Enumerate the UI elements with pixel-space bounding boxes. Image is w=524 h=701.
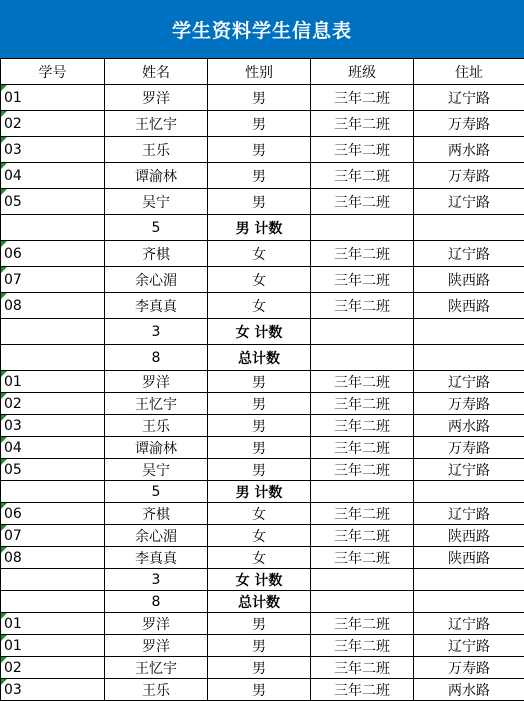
number-as-text-marker-icon <box>1 293 7 299</box>
cell-name[interactable]: 王忆宇 <box>105 657 208 679</box>
cell-class[interactable]: 三年二班 <box>311 163 414 189</box>
cell-class[interactable]: 三年二班 <box>311 547 414 569</box>
cell-name[interactable]: 李真真 <box>105 293 208 319</box>
cell-class[interactable] <box>311 215 414 241</box>
cell-gender[interactable]: 男 计数 <box>208 481 311 503</box>
cell-name[interactable]: 8 <box>105 345 208 371</box>
cell-id[interactable] <box>1 393 105 415</box>
cell-address[interactable] <box>414 345 524 371</box>
cell-name[interactable]: 李真真 <box>105 547 208 569</box>
cell-id[interactable] <box>1 189 105 215</box>
cell-id[interactable] <box>1 679 105 701</box>
number-as-text-marker-icon <box>1 657 7 663</box>
cell-gender[interactable]: 男 <box>208 657 311 679</box>
cell-id[interactable] <box>1 111 105 137</box>
cell-address[interactable]: 陕西路 <box>414 525 524 547</box>
cell-gender[interactable]: 女 <box>208 547 311 569</box>
cell-id[interactable] <box>1 345 105 371</box>
cell-gender[interactable]: 男 <box>208 635 311 657</box>
sheet-title[interactable]: 学生资料学生信息表 <box>0 0 524 58</box>
number-as-text-marker-icon <box>1 547 7 553</box>
cell-address[interactable] <box>414 319 524 345</box>
cell-gender[interactable]: 女 计数 <box>208 319 311 345</box>
cell-text: 03 <box>4 418 22 434</box>
cell-id[interactable] <box>1 459 105 481</box>
cell-gender[interactable]: 总计数 <box>208 591 311 613</box>
cell-text: 02 <box>4 116 22 132</box>
table-row <box>1 189 524 215</box>
cell-address[interactable]: 陕西路 <box>414 293 524 319</box>
cell-id[interactable] <box>1 569 105 591</box>
number-as-text-marker-icon <box>1 459 7 465</box>
cell-text: 08 <box>4 298 22 314</box>
cell-id[interactable] <box>1 241 105 267</box>
number-as-text-marker-icon <box>1 415 7 421</box>
cell-name[interactable]: 吴宁 <box>105 189 208 215</box>
header-cell-id[interactable]: 学号 <box>1 59 105 85</box>
cell-name[interactable]: 5 <box>105 481 208 503</box>
table-row <box>1 525 524 547</box>
cell-id[interactable] <box>1 547 105 569</box>
cell-address[interactable]: 两水路 <box>414 137 524 163</box>
cell-address[interactable]: 万寿路 <box>414 111 524 137</box>
cell-name[interactable]: 3 <box>105 569 208 591</box>
cell-gender[interactable]: 男 <box>208 437 311 459</box>
cell-address[interactable]: 辽宁路 <box>414 503 524 525</box>
number-as-text-marker-icon <box>1 393 7 399</box>
cell-class[interactable]: 三年二班 <box>311 525 414 547</box>
table-row <box>1 437 524 459</box>
number-as-text-marker-icon <box>1 679 7 685</box>
cell-gender[interactable]: 男 <box>208 85 311 111</box>
table-row <box>1 111 524 137</box>
cell-class[interactable]: 三年二班 <box>311 371 414 393</box>
cell-id[interactable] <box>1 215 105 241</box>
cell-name[interactable]: 齐棋 <box>105 503 208 525</box>
cell-id[interactable] <box>1 657 105 679</box>
cell-text: 06 <box>4 506 22 522</box>
cell-class[interactable]: 三年二班 <box>311 393 414 415</box>
cell-address[interactable]: 两水路 <box>414 679 524 701</box>
number-as-text-marker-icon <box>1 137 7 143</box>
cell-address[interactable]: 辽宁路 <box>414 85 524 111</box>
cell-gender[interactable]: 女 计数 <box>208 569 311 591</box>
cell-gender[interactable]: 男 <box>208 137 311 163</box>
cell-gender[interactable]: 女 <box>208 525 311 547</box>
cell-class[interactable]: 三年二班 <box>311 267 414 293</box>
cell-address[interactable]: 辽宁路 <box>414 459 524 481</box>
cell-class[interactable]: 三年二班 <box>311 459 414 481</box>
cell-name[interactable]: 5 <box>105 215 208 241</box>
number-as-text-marker-icon <box>1 503 7 509</box>
cell-text: 01 <box>4 638 22 654</box>
cell-text: 04 <box>4 168 22 184</box>
header-cell-class[interactable]: 班级 <box>311 59 414 85</box>
table-row <box>1 163 524 189</box>
cell-text: 07 <box>4 528 22 544</box>
number-as-text-marker-icon <box>1 635 7 641</box>
cell-address[interactable]: 辽宁路 <box>414 371 524 393</box>
cell-gender[interactable]: 女 <box>208 241 311 267</box>
cell-text: 01 <box>4 90 22 106</box>
cell-gender[interactable]: 男 <box>208 415 311 437</box>
cell-id[interactable] <box>1 293 105 319</box>
header-row <box>1 59 524 85</box>
cell-text: 02 <box>4 660 22 676</box>
table-row <box>1 137 524 163</box>
cell-name[interactable]: 王忆宇 <box>105 393 208 415</box>
summary-row <box>1 569 524 591</box>
summary-row <box>1 215 524 241</box>
header-cell-name[interactable]: 姓名 <box>105 59 208 85</box>
table-row <box>1 635 524 657</box>
cell-class[interactable] <box>311 481 414 503</box>
cell-text: 01 <box>4 616 22 632</box>
cell-class[interactable]: 三年二班 <box>311 437 414 459</box>
cell-class[interactable]: 三年二班 <box>311 657 414 679</box>
cell-name[interactable]: 齐棋 <box>105 241 208 267</box>
cell-name[interactable]: 罗洋 <box>105 635 208 657</box>
cell-name[interactable]: 罗洋 <box>105 85 208 111</box>
table-row <box>1 503 524 525</box>
cell-id[interactable] <box>1 319 105 345</box>
cell-gender[interactable]: 男 <box>208 679 311 701</box>
table-row <box>1 547 524 569</box>
table-row <box>1 293 524 319</box>
cell-id[interactable] <box>1 415 105 437</box>
cell-address[interactable]: 两水路 <box>414 415 524 437</box>
cell-class[interactable]: 三年二班 <box>311 503 414 525</box>
cell-gender[interactable]: 男 <box>208 111 311 137</box>
number-as-text-marker-icon <box>1 267 7 273</box>
table-row <box>1 371 524 393</box>
number-as-text-marker-icon <box>1 613 7 619</box>
cell-id[interactable] <box>1 437 105 459</box>
table-row <box>1 613 524 635</box>
cell-gender[interactable]: 男 <box>208 163 311 189</box>
cell-class[interactable] <box>311 345 414 371</box>
table-row <box>1 415 524 437</box>
cell-text: 05 <box>4 462 22 478</box>
cell-class[interactable]: 三年二班 <box>311 293 414 319</box>
cell-name[interactable]: 王乐 <box>105 137 208 163</box>
table-row <box>1 85 524 111</box>
cell-class[interactable] <box>311 569 414 591</box>
table-row <box>1 267 524 293</box>
cell-text: 03 <box>4 142 22 158</box>
number-as-text-marker-icon <box>1 163 7 169</box>
cell-address[interactable]: 万寿路 <box>414 437 524 459</box>
table-row <box>1 657 524 679</box>
cell-name[interactable]: 罗洋 <box>105 613 208 635</box>
header-cell-gender[interactable]: 性别 <box>208 59 311 85</box>
cell-name[interactable]: 8 <box>105 591 208 613</box>
number-as-text-marker-icon <box>1 111 7 117</box>
cell-address[interactable]: 辽宁路 <box>414 241 524 267</box>
summary-row <box>1 591 524 613</box>
cell-class[interactable]: 三年二班 <box>311 635 414 657</box>
cell-gender[interactable]: 男 <box>208 371 311 393</box>
number-as-text-marker-icon <box>1 371 7 377</box>
cell-text: 02 <box>4 396 22 412</box>
cell-class[interactable]: 三年二班 <box>311 415 414 437</box>
cell-gender[interactable]: 女 <box>208 293 311 319</box>
summary-row <box>1 345 524 371</box>
cell-gender[interactable]: 男 <box>208 189 311 215</box>
cell-text: 06 <box>4 246 22 262</box>
number-as-text-marker-icon <box>1 241 7 247</box>
cell-address[interactable] <box>414 591 524 613</box>
cell-text: 03 <box>4 682 22 698</box>
cell-class[interactable] <box>311 591 414 613</box>
cell-id[interactable] <box>1 613 105 635</box>
number-as-text-marker-icon <box>1 525 7 531</box>
cell-id[interactable] <box>1 525 105 547</box>
cell-gender[interactable]: 男 <box>208 459 311 481</box>
header-cell-address[interactable]: 住址 <box>414 59 524 85</box>
cell-class[interactable]: 三年二班 <box>311 613 414 635</box>
cell-text: 08 <box>4 550 22 566</box>
cell-address[interactable]: 万寿路 <box>414 163 524 189</box>
cell-address[interactable]: 万寿路 <box>414 657 524 679</box>
cell-text: 04 <box>4 440 22 456</box>
cell-address[interactable] <box>414 569 524 591</box>
cell-id[interactable] <box>1 371 105 393</box>
cell-id[interactable] <box>1 85 105 111</box>
cell-gender[interactable]: 男 <box>208 613 311 635</box>
cell-id[interactable] <box>1 163 105 189</box>
cell-id[interactable] <box>1 503 105 525</box>
cell-name[interactable]: 王忆宇 <box>105 111 208 137</box>
number-as-text-marker-icon <box>1 437 7 443</box>
cell-text: 01 <box>4 374 22 390</box>
cell-address[interactable] <box>414 215 524 241</box>
cell-address[interactable]: 辽宁路 <box>414 635 524 657</box>
cell-class[interactable]: 三年二班 <box>311 189 414 215</box>
cell-text: 05 <box>4 194 22 210</box>
cell-class[interactable]: 三年二班 <box>311 137 414 163</box>
cell-gender[interactable]: 女 <box>208 267 311 293</box>
cell-id[interactable] <box>1 481 105 503</box>
student-table <box>0 58 524 701</box>
cell-class[interactable]: 三年二班 <box>311 679 414 701</box>
table-row <box>1 459 524 481</box>
cell-gender[interactable]: 男 计数 <box>208 215 311 241</box>
cell-name[interactable]: 谭渝林 <box>105 437 208 459</box>
cell-gender[interactable]: 总计数 <box>208 345 311 371</box>
cell-name[interactable]: 3 <box>105 319 208 345</box>
cell-id[interactable] <box>1 267 105 293</box>
cell-name[interactable]: 罗洋 <box>105 371 208 393</box>
cell-id[interactable] <box>1 591 105 613</box>
cell-name[interactable]: 谭渝林 <box>105 163 208 189</box>
number-as-text-marker-icon <box>1 189 7 195</box>
summary-row <box>1 481 524 503</box>
cell-name[interactable]: 王乐 <box>105 679 208 701</box>
number-as-text-marker-icon <box>1 85 7 91</box>
cell-gender[interactable]: 女 <box>208 503 311 525</box>
cell-gender[interactable]: 男 <box>208 393 311 415</box>
cell-id[interactable] <box>1 137 105 163</box>
cell-class[interactable]: 三年二班 <box>311 111 414 137</box>
cell-class[interactable] <box>311 319 414 345</box>
cell-address[interactable]: 辽宁路 <box>414 613 524 635</box>
cell-name[interactable]: 余心湄 <box>105 525 208 547</box>
cell-address[interactable]: 辽宁路 <box>414 189 524 215</box>
cell-name[interactable]: 余心湄 <box>105 267 208 293</box>
cell-name[interactable]: 吴宁 <box>105 459 208 481</box>
table-row <box>1 679 524 701</box>
cell-address[interactable]: 万寿路 <box>414 393 524 415</box>
cell-text: 07 <box>4 272 22 288</box>
cell-name[interactable]: 王乐 <box>105 415 208 437</box>
cell-address[interactable]: 陕西路 <box>414 547 524 569</box>
cell-id[interactable] <box>1 635 105 657</box>
summary-row <box>1 319 524 345</box>
table-row <box>1 393 524 415</box>
cell-address[interactable] <box>414 481 524 503</box>
cell-class[interactable]: 三年二班 <box>311 241 414 267</box>
cell-address[interactable]: 陕西路 <box>414 267 524 293</box>
cell-class[interactable]: 三年二班 <box>311 85 414 111</box>
table-row <box>1 241 524 267</box>
